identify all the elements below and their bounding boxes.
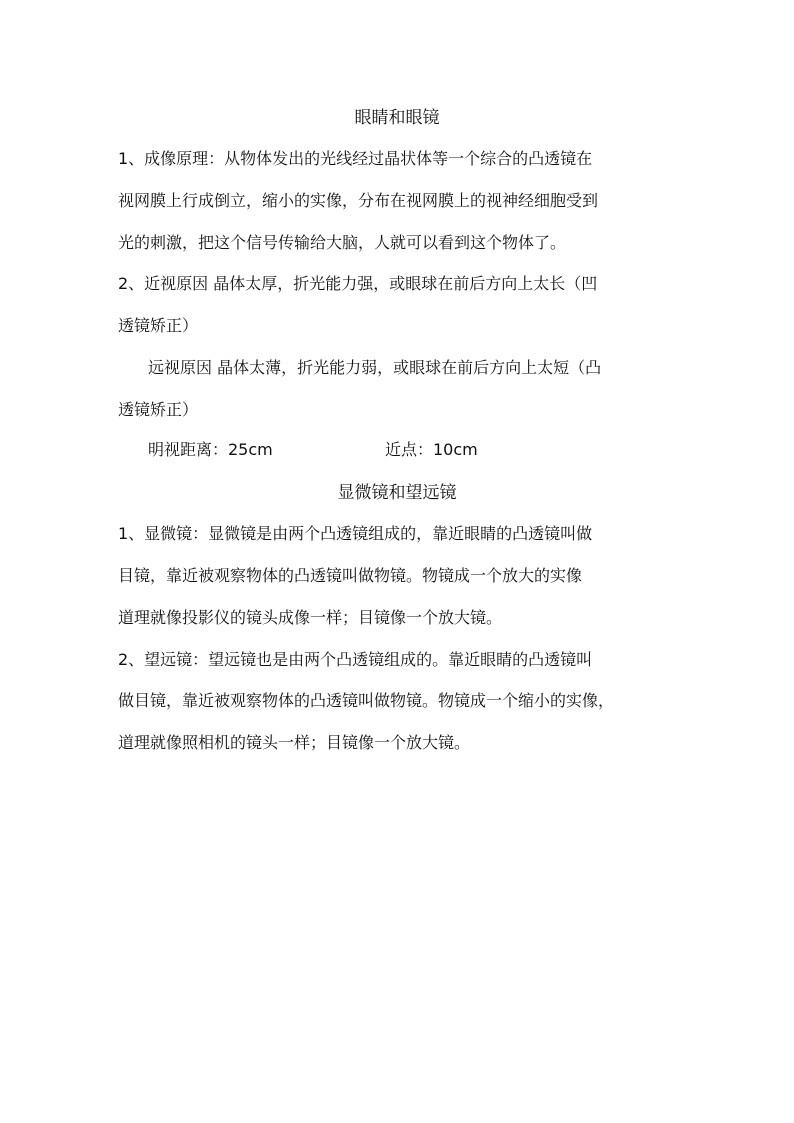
paragraph-line: 透镜矫正） xyxy=(118,316,199,335)
paragraph-line: 道理就像照相机的镜头一样；目镜像一个放大镜。 xyxy=(118,733,471,752)
paragraph-line: 目镜，靠近被观察物体的凸透镜叫做物镜。物镜成一个放大的实像 xyxy=(118,566,583,585)
paragraph-line: 2、望远镜：望远镜也是由两个凸透镜组成的。靠近眼睛的凸透镜叫 xyxy=(118,650,593,669)
paragraph-line: 视网膜上行成倒立，缩小的实像，分布在视网膜上的视神经细胞受到 xyxy=(118,191,599,210)
clear-vision-distance: 明视距离：25cm xyxy=(148,440,273,459)
section-title-eyes-and-glasses: 眼睛和眼镜 xyxy=(354,108,440,128)
paragraph-line: 2、近视原因 晶体太厚，折光能力强，或眼球在前后方向上太长（凹 xyxy=(118,274,598,293)
paragraph-line: 道理就像投影仪的镜头成像一样；目镜像一个放大镜。 xyxy=(118,608,503,627)
paragraph-line: 1、显微镜：显微镜是由两个凸透镜组成的，靠近眼睛的凸透镜叫做 xyxy=(118,524,593,543)
paragraph-line: 远视原因 晶体太薄，折光能力弱，或眼球在前后方向上太短（凸 xyxy=(148,358,602,377)
paragraph-line: 1、成像原理：从物体发出的光线经过晶状体等一个综合的凸透镜在 xyxy=(118,149,593,168)
paragraph-line: 透镜矫正） xyxy=(118,400,199,419)
paragraph-line: 光的刺激，把这个信号传输给大脑，人就可以看到这个物体了。 xyxy=(118,233,567,252)
near-point: 近点：10cm xyxy=(385,440,478,459)
paragraph-line: 做目镜，靠近被观察物体的凸透镜叫做物镜。物镜成一个缩小的实像， xyxy=(118,691,615,710)
section-title-microscope-and-telescope: 显微镜和望远镜 xyxy=(337,483,457,503)
